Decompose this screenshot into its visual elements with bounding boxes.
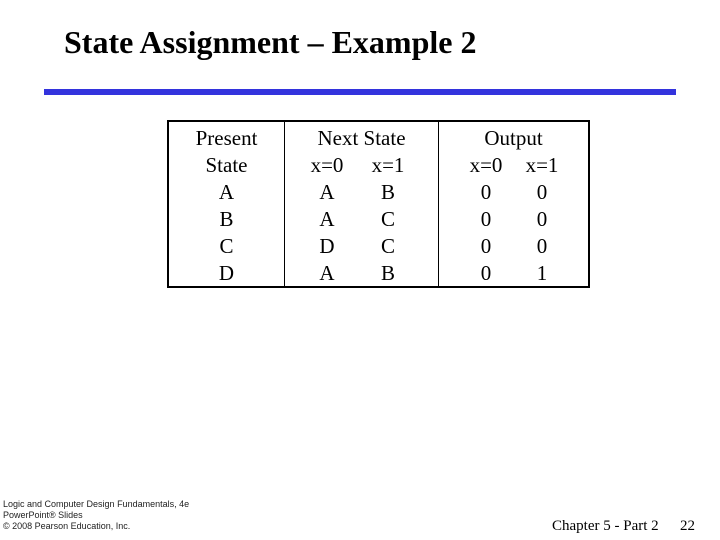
next-state-header: Next State bbox=[317, 126, 406, 150]
next-state-input-labels bbox=[285, 152, 438, 179]
next-state-cell: A bbox=[319, 207, 335, 231]
output-header: Output bbox=[484, 126, 543, 150]
output-cell: 0 bbox=[536, 180, 548, 204]
present-state-cell: D bbox=[218, 261, 235, 285]
table-row bbox=[439, 233, 588, 260]
chapter-label: Chapter 5 - Part 2 bbox=[552, 518, 659, 534]
book-credit-line: © 2008 Pearson Education, Inc. bbox=[3, 521, 131, 531]
next-state-cell: A bbox=[319, 261, 335, 285]
book-credit-line: PowerPoint® Slides bbox=[3, 510, 83, 520]
input-label-x1: x=1 bbox=[371, 153, 405, 177]
output-cell: 0 bbox=[536, 234, 548, 258]
output-input-labels bbox=[439, 152, 588, 179]
next-state-cell: C bbox=[380, 207, 395, 231]
table-row bbox=[439, 206, 588, 233]
next-state-cell: A bbox=[319, 180, 335, 204]
present-state-column bbox=[169, 122, 285, 286]
present-state-cell: A bbox=[218, 180, 235, 204]
output-cell: 0 bbox=[480, 207, 492, 231]
output-cell: 0 bbox=[536, 207, 548, 231]
output-cell: 1 bbox=[536, 261, 548, 285]
table-row bbox=[439, 179, 588, 206]
next-state-cell: D bbox=[319, 234, 335, 258]
present-state-header-line-2: State bbox=[205, 153, 248, 177]
next-state-cell: B bbox=[380, 180, 395, 204]
table-row bbox=[285, 179, 438, 206]
output-cell: 0 bbox=[480, 261, 492, 285]
output-column bbox=[439, 122, 588, 286]
output-cell: 0 bbox=[480, 180, 492, 204]
book-credit bbox=[3, 499, 189, 532]
input-label-x0: x=0 bbox=[310, 153, 344, 177]
input-label-x1: x=1 bbox=[525, 153, 559, 177]
state-table bbox=[167, 120, 590, 288]
table-row bbox=[285, 260, 438, 287]
present-state-cell: C bbox=[219, 234, 234, 258]
next-state-cell: C bbox=[380, 234, 395, 258]
book-credit-line: Logic and Computer Design Fundamentals, 4e bbox=[3, 499, 190, 509]
table-row bbox=[439, 260, 588, 287]
present-state-header-line-1: Present bbox=[195, 126, 258, 150]
table-row bbox=[285, 233, 438, 260]
title-underline bbox=[44, 89, 676, 95]
output-cell: 0 bbox=[480, 234, 492, 258]
page-number: 22 bbox=[680, 518, 695, 534]
input-label-x0: x=0 bbox=[469, 153, 503, 177]
table-row bbox=[285, 206, 438, 233]
slide-title: State Assignment – Example 2 bbox=[64, 24, 477, 60]
next-state-cell: B bbox=[380, 261, 395, 285]
present-state-cell: B bbox=[219, 207, 234, 231]
next-state-column bbox=[285, 122, 439, 286]
